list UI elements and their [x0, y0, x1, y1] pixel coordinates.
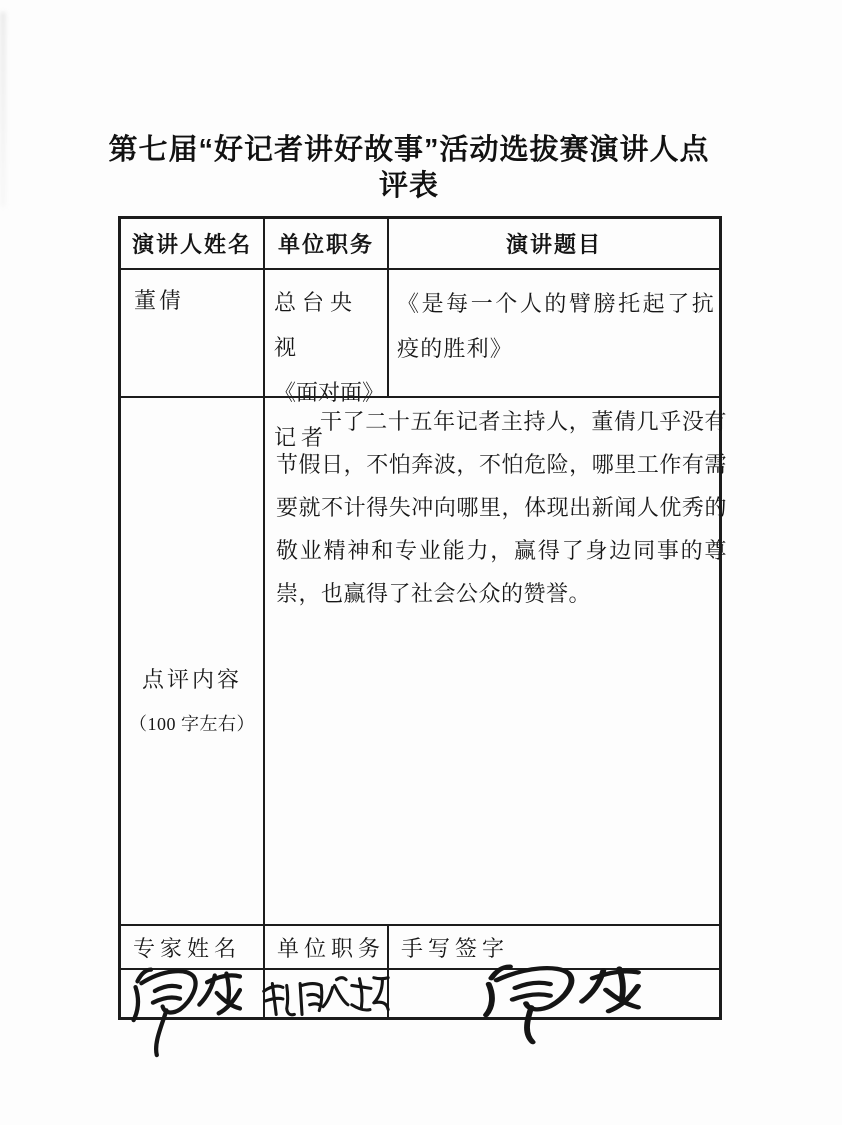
comment-label-cell [121, 396, 263, 924]
unit-line: 总台央视 [274, 290, 359, 360]
scan-artifact [0, 12, 6, 207]
header-speaker-name: 演讲人姓名 [131, 232, 252, 257]
comment-label: 点评内容 [141, 667, 242, 692]
footer-unit-title-label: 单位职务 [263, 924, 387, 968]
header-topic: 演讲题目 [387, 219, 719, 268]
speaker-name-cell: 董倩 [121, 268, 263, 396]
hand-signature-handwriting [470, 955, 670, 1047]
unit-line: 记者 [274, 425, 329, 450]
comment-text: 干了二十五年记者主持人，董倩几乎没有节假日，不怕奔波，不怕危险，哪里工作有需要就不计得失冲向哪里，体现出新闻人优秀的敬业精神和专业能力，赢得了身边同事的尊崇，也赢得了社会公众的赞誉。 [276, 409, 727, 606]
speaker-topic-cell [387, 268, 719, 396]
comment-label-hint: （100 字左右） [129, 714, 255, 734]
unit-line: 《面对面》 [274, 380, 385, 405]
footer-signature-label: 手写签字 [387, 924, 719, 968]
evaluation-table [118, 216, 727, 1020]
comment-content-cell [263, 396, 727, 924]
topic-text: 《是每一个人的臂膀托起了抗疫的胜利》 [397, 291, 715, 361]
header-unit-title: 单位职务 [263, 219, 387, 268]
footer-expert-name-label: 专家姓名 [121, 924, 263, 968]
page-title: 第七届“好记者讲好故事”活动选拔赛演讲人点评表 [108, 134, 710, 202]
unit-title-handwriting [258, 970, 392, 1026]
expert-name-signature-handwriting [122, 958, 267, 1058]
speaker-unit-cell [263, 268, 387, 450]
